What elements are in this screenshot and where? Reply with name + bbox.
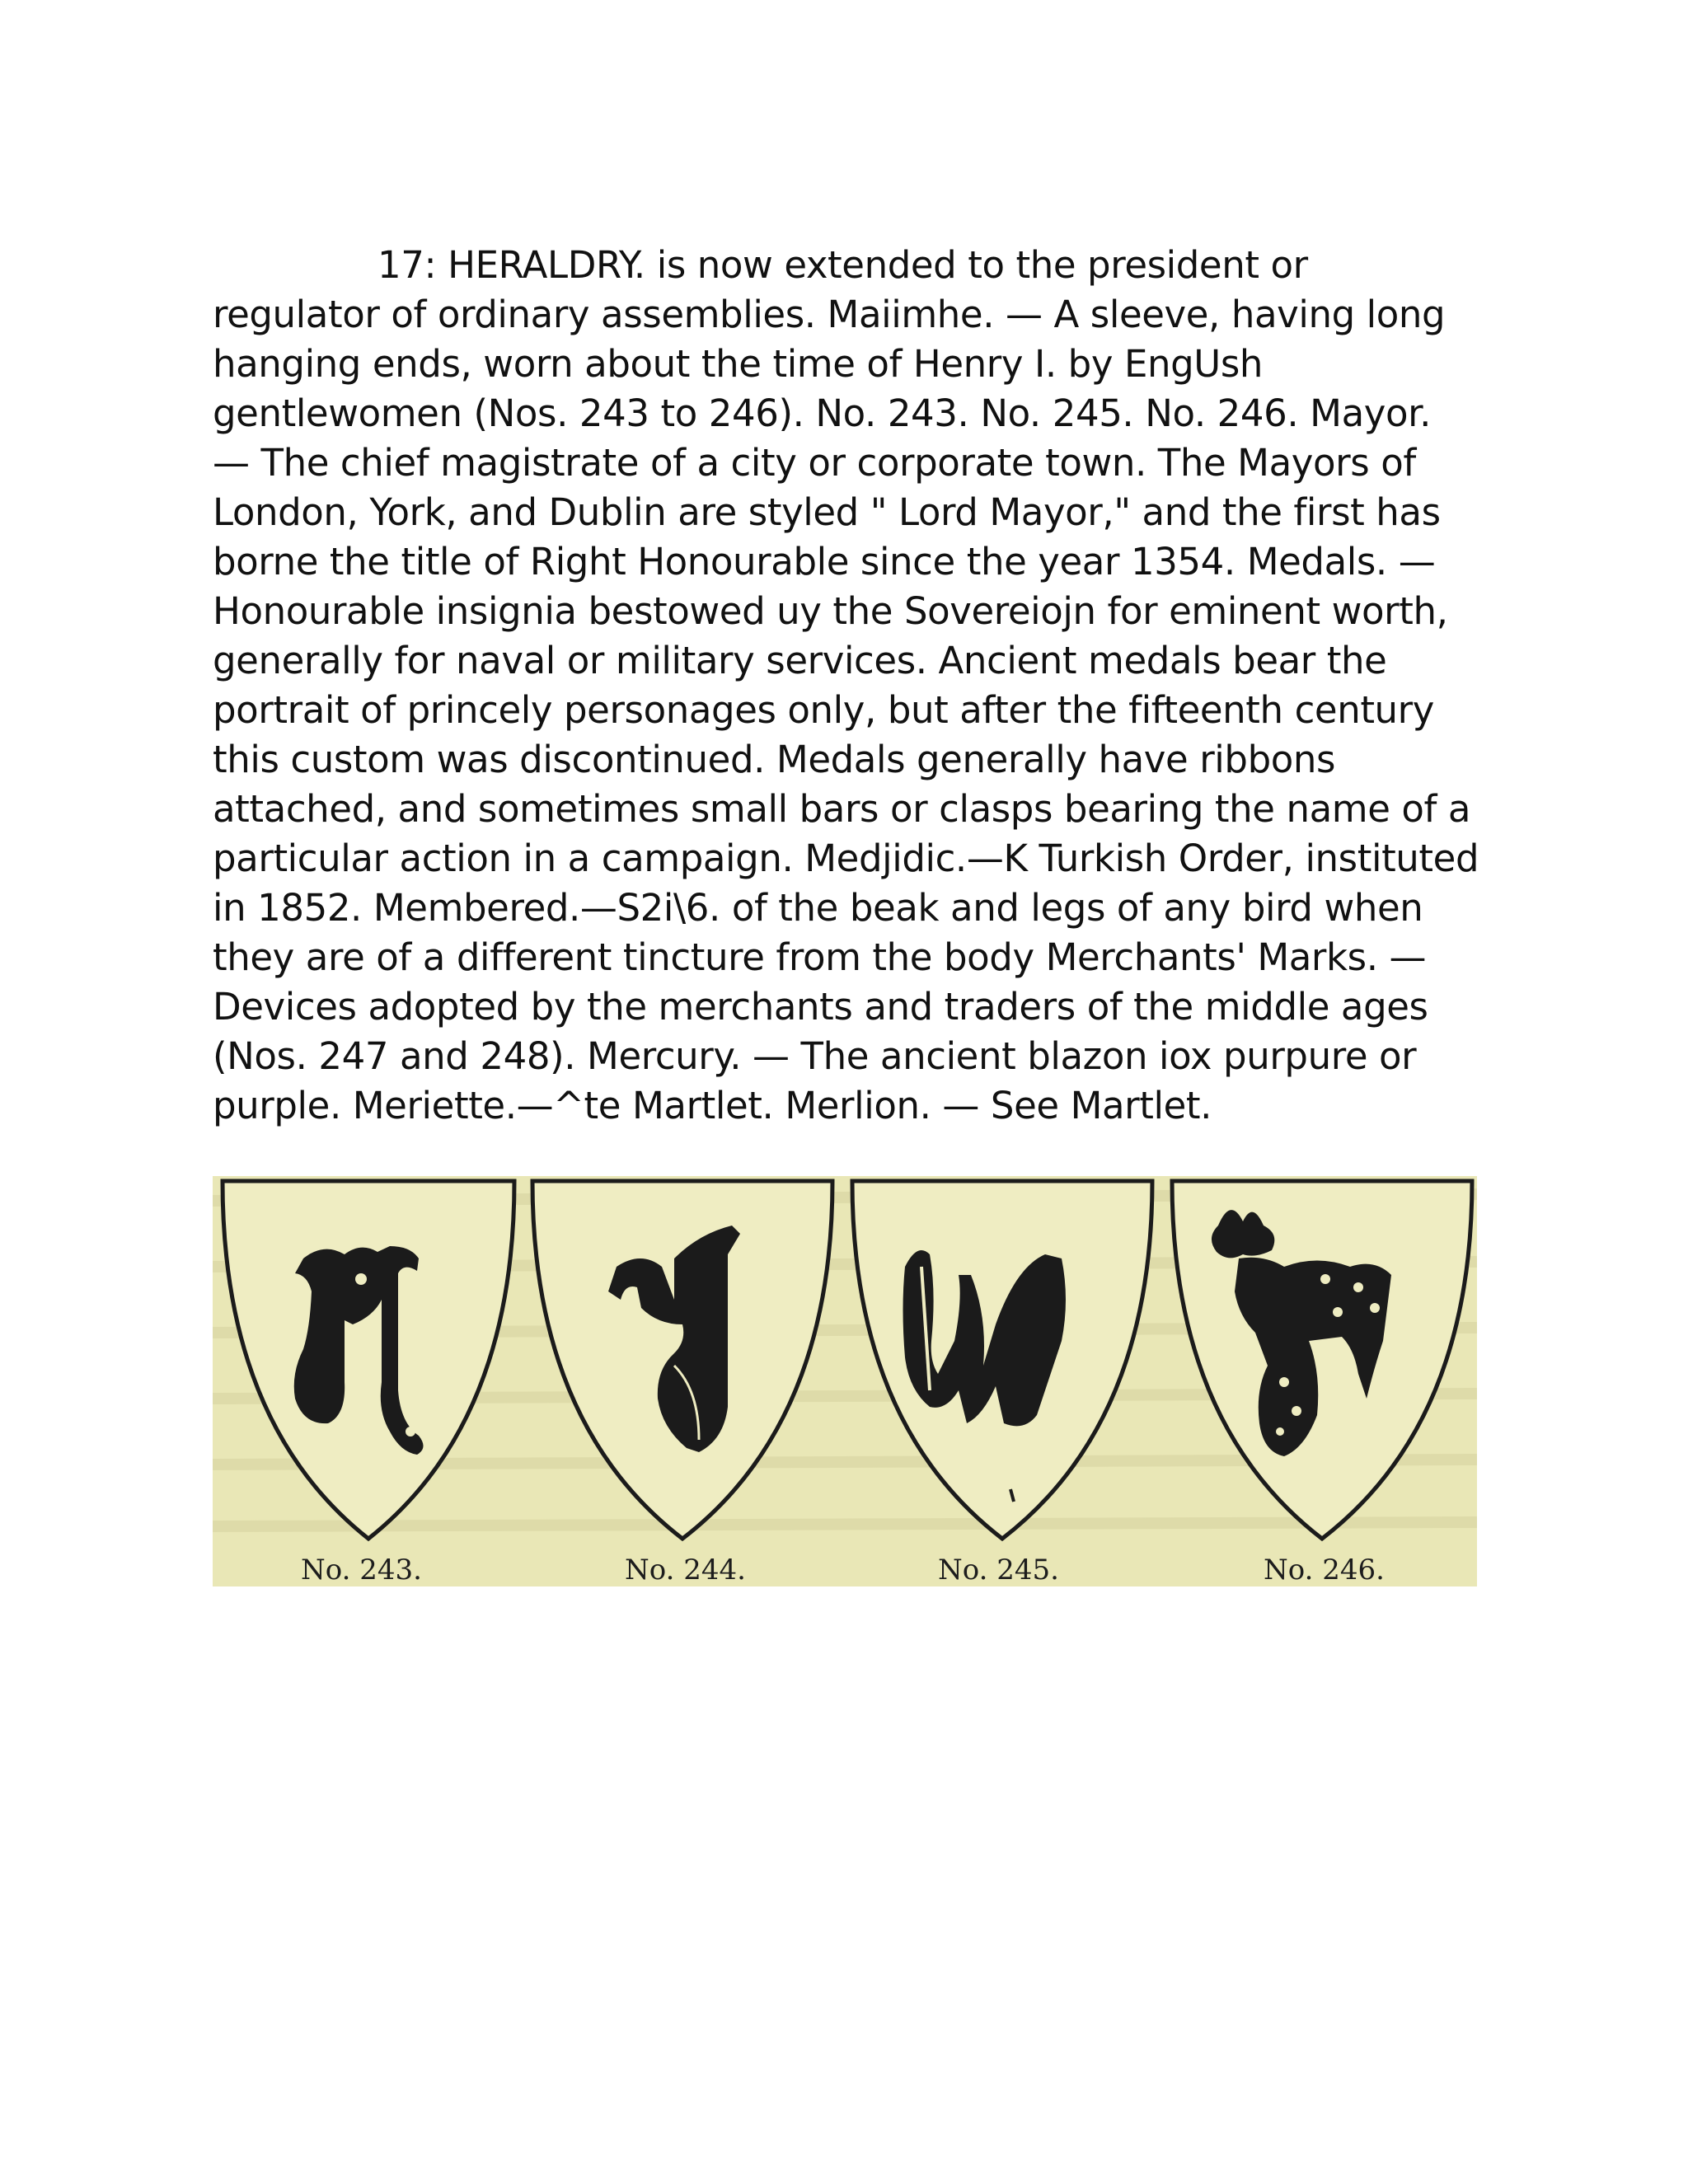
text-line: London, York, and Dublin are styled " Lord Mayor," and the first has bbox=[213, 490, 1441, 534]
text-line: they are of a different tincture from the body Merchants' Marks. — bbox=[213, 935, 1427, 979]
text-line: particular action in a campaign. Medjidic.—K Turkish Order, instituted bbox=[213, 837, 1479, 880]
text-line: Honourable insignia bestowed uy the Sovereiojn for eminent worth, bbox=[213, 589, 1448, 633]
shield-246 bbox=[1172, 1181, 1472, 1539]
shield-243 bbox=[223, 1181, 514, 1539]
text-line: — The chief magistrate of a city or corporate town. The Mayors of bbox=[213, 441, 1416, 485]
shield-244 bbox=[532, 1181, 832, 1539]
label-no-243: No. 243. bbox=[301, 1554, 422, 1586]
text-line: portrait of princely personages only, but after the fifteenth century bbox=[213, 688, 1435, 732]
text-line: 17: HERALDRY. is now extended to the president or bbox=[377, 243, 1308, 287]
text-line: gentlewomen (Nos. 243 to 246). No. 243. No. 245. No. 246. Mayor. bbox=[213, 391, 1431, 435]
shield-figure-svg bbox=[213, 1176, 1477, 1586]
shield-illustration bbox=[213, 1176, 1477, 1586]
label-no-244: No. 244. bbox=[625, 1554, 746, 1586]
text-line: attached, and sometimes small bars or clasps bearing the name of a bbox=[213, 787, 1471, 831]
text-line: (Nos. 247 and 248). Mercury. — The ancient blazon iox purpure or bbox=[213, 1034, 1417, 1078]
shield-245 bbox=[852, 1181, 1152, 1539]
text-line: purple. Meriette.—^te Martlet. Merlion. — See Martlet. bbox=[213, 1084, 1212, 1127]
text-line: Devices adopted by the merchants and traders of the middle ages bbox=[213, 985, 1428, 1029]
text-line: hanging ends, worn about the time of Henry I. by EngUsh bbox=[213, 342, 1263, 386]
text-line: generally for naval or military services. Ancient medals bear the bbox=[213, 639, 1387, 682]
text-line: in 1852. Membered.—S2i\6. of the beak and legs of any bird when bbox=[213, 886, 1423, 930]
text-line: regulator of ordinary assemblies. Maiimhe. — A sleeve, having long bbox=[213, 293, 1446, 336]
text-line: borne the title of Right Honourable since the year 1354. Medals. — bbox=[213, 540, 1436, 583]
label-no-245: No. 245. bbox=[938, 1554, 1059, 1586]
text-line: this custom was discontinued. Medals generally have ribbons bbox=[213, 738, 1336, 781]
label-no-246: No. 246. bbox=[1264, 1554, 1385, 1586]
body-text bbox=[213, 241, 1482, 1131]
